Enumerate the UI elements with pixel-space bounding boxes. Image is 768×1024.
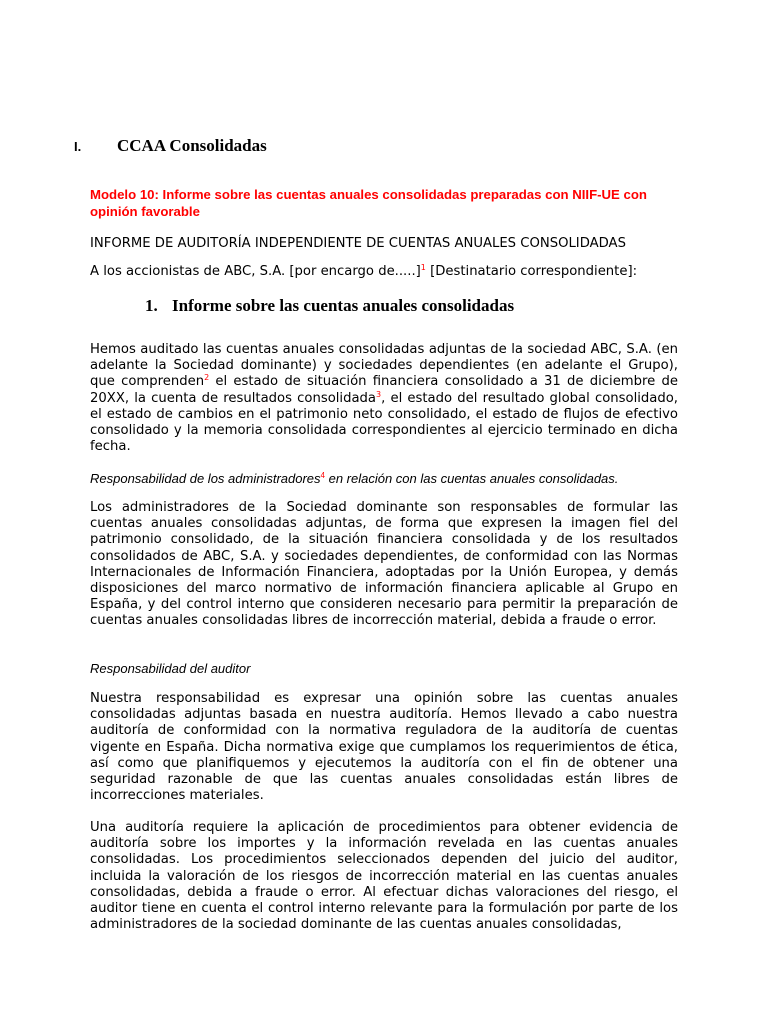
- paragraph-1-text-b: el estado de situación financiera consolidado a 31 de diciembre de 20XX, la cuenta de resultados consolidada: [90, 374, 678, 406]
- footnote-ref-3[interactable]: 3: [376, 389, 382, 399]
- footnote-ref-2[interactable]: 2: [204, 373, 210, 383]
- section-1-number: 1.: [145, 296, 158, 315]
- subhead-admin-text-a: Responsabilidad de los administradores: [90, 471, 321, 486]
- subhead-admin-text-b: en relación con las cuentas anuales consolidadas.: [324, 471, 619, 486]
- section-heading-1: [145, 296, 705, 316]
- recipient-text: A los accionistas de ABC, S.A. [por encargo de.....]: [90, 264, 421, 279]
- section-roman-number: I.: [74, 139, 82, 154]
- subhead-admin-responsibility: [90, 471, 690, 487]
- paragraph-audited: [90, 342, 678, 455]
- paragraph-auditor-responsibility: Nuestra responsabilidad es expresar una opinión sobre las cuentas anuales consolidadas adjuntas basada en nuestra auditoría. Hemos llevado a cabo nuestra auditoría de conformidad con la normativa reguladora de la auditoría de cuentas vigente en España. Dicha normativa exige que cumplamos los requerimientos de ética, así como que planifiquemos y ejecutemos la auditoría con el fin de obtener una seguridad razonable de que las cuentas anuales consolidadas están libres de incorrecciones materiales.: [90, 691, 678, 804]
- section-roman-title: CCAA Consolidadas: [117, 136, 267, 155]
- paragraph-audit-procedures: Una auditoría requiere la aplicación de procedimientos para obtener evidencia de auditoría sobre los importes y la información revelada en las cuentas anuales consolidadas. Los procedimientos seleccionados dependen del juicio del auditor, incluida la valoración de los riesgos de incorrección material en las cuentas anuales consolidadas, debida a fraude o error. Al efectuar dichas valoraciones del riesgo, el auditor tiene en cuenta el control interno relevante para la formulación por parte de los administradores de la sociedad dominante de las cuentas anuales consolidadas,: [90, 820, 678, 933]
- report-title: INFORME DE AUDITORÍA INDEPENDIENTE DE CUENTAS ANUALES CONSOLIDADAS: [90, 236, 626, 251]
- recipient-placeholder: [Destinatario correspondiente]:: [425, 264, 638, 279]
- section-heading-roman: [74, 136, 694, 156]
- section-1-title: Informe sobre las cuentas anuales consolidadas: [172, 296, 515, 315]
- footnote-ref-1[interactable]: 1: [420, 263, 426, 272]
- paragraph-1-text-a: Hemos auditado las cuentas anuales consolidadas adjuntas de la sociedad ABC, S.A. (en adelante la Sociedad dominante) y sociedades dependientes (en adelante el Grupo), que comprenden: [90, 342, 678, 390]
- paragraph-admin-responsibility: Los administradores de la Sociedad dominante son responsables de formular las cuentas anuales consolidadas adjuntas, de forma que expresen la imagen fiel del patrimonio consolidado, de la situación financiera consolidada y de los resultados consolidados de ABC, S.A. y sociedades dependientes, de conformidad con las Normas Internacionales de Información Financiera, adoptadas por la Unión Europea, y demás disposiciones del marco normativo de información financiera aplicable al Grupo en España, y del control interno que consideren necesario para permitir la preparación de cuentas anuales consolidadas libres de incorrección material, debida a fraude o error.: [90, 500, 678, 629]
- subhead-auditor-responsibility: Responsabilidad del auditor: [90, 661, 251, 676]
- paragraph-1-text-c: , el estado del resultado global consolidado, el estado de cambios en el patrimonio neto consolidado, el estado de flujos de efectivo consolidado y la memoria consolidada correspondientes al ejercicio terminado en dicha fecha.: [90, 390, 678, 455]
- footnote-ref-4[interactable]: 4: [320, 471, 325, 480]
- model-title: Modelo 10: Informe sobre las cuentas anuales consolidadas preparadas con NIIF-UE con opinión favorable: [90, 187, 647, 219]
- recipient-line: [90, 264, 690, 280]
